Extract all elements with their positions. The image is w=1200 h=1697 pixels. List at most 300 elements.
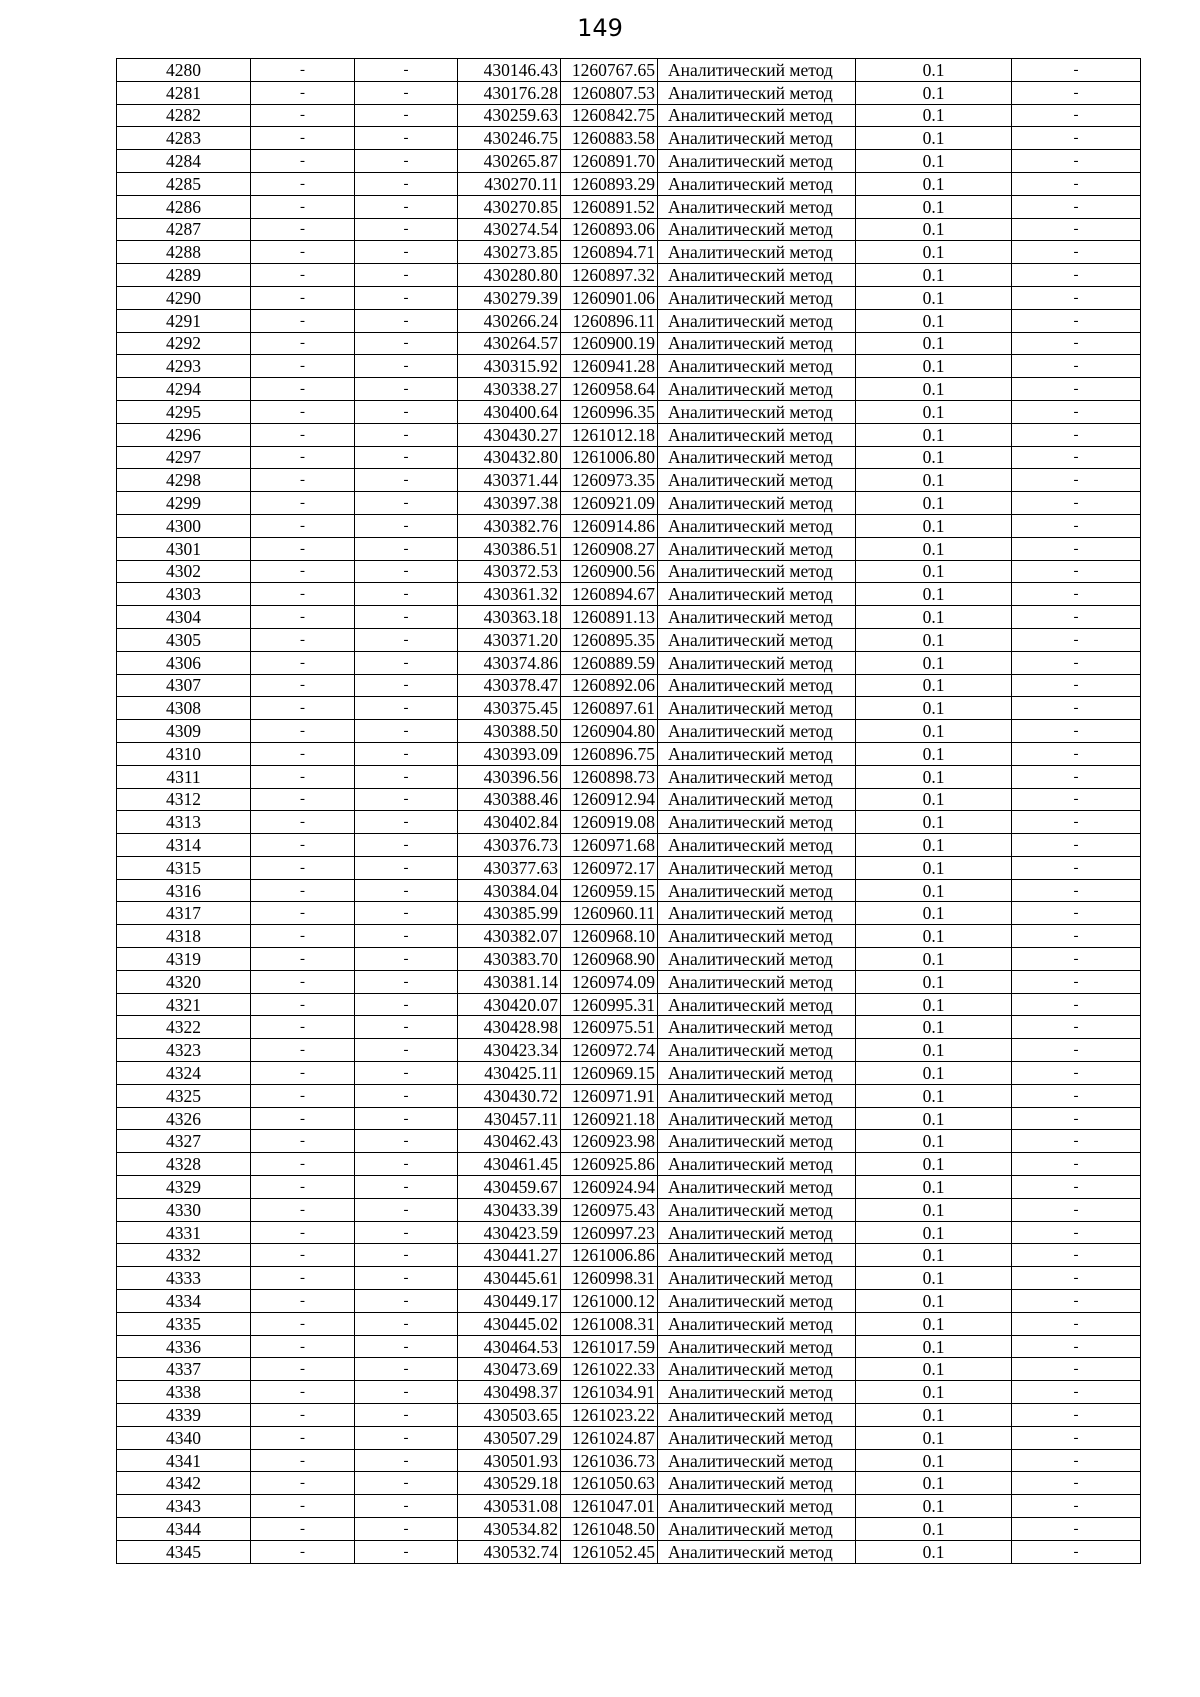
point-number-cell: 4342 [117, 1472, 251, 1495]
x-coordinate-cell: 430423.34 [458, 1039, 561, 1062]
dash-cell-1: - [251, 309, 355, 332]
x-coordinate-cell: 430503.65 [458, 1404, 561, 1427]
point-number-cell: 4340 [117, 1426, 251, 1449]
accuracy-cell: 0.1 [856, 674, 1012, 697]
accuracy-cell: 0.1 [856, 583, 1012, 606]
table-row [117, 811, 1141, 834]
accuracy-cell: 0.1 [856, 104, 1012, 127]
dash-cell-1: - [251, 537, 355, 560]
accuracy-cell: 0.1 [856, 1016, 1012, 1039]
point-number-cell: 4336 [117, 1335, 251, 1358]
dash-cell-1: - [251, 993, 355, 1016]
method-cell: Аналитический метод [658, 879, 856, 902]
table-row [117, 1518, 1141, 1541]
x-coordinate-cell: 430374.86 [458, 651, 561, 674]
y-coordinate-cell: 1260908.27 [561, 537, 658, 560]
y-coordinate-cell: 1261052.45 [561, 1540, 658, 1563]
dash-cell-3: - [1012, 1358, 1141, 1381]
table-row [117, 59, 1141, 82]
dash-cell-2: - [355, 697, 458, 720]
table-row [117, 1084, 1141, 1107]
y-coordinate-cell: 1260958.64 [561, 378, 658, 401]
y-coordinate-cell: 1260901.06 [561, 286, 658, 309]
point-number-cell: 4331 [117, 1221, 251, 1244]
dash-cell-1: - [251, 1130, 355, 1153]
accuracy-cell: 0.1 [856, 742, 1012, 765]
point-number-cell: 4286 [117, 195, 251, 218]
accuracy-cell: 0.1 [856, 1130, 1012, 1153]
table-row [117, 1358, 1141, 1381]
dash-cell-1: - [251, 218, 355, 241]
point-number-cell: 4287 [117, 218, 251, 241]
dash-cell-2: - [355, 1153, 458, 1176]
accuracy-cell: 0.1 [856, 1381, 1012, 1404]
point-number-cell: 4280 [117, 59, 251, 82]
table-row [117, 1176, 1141, 1199]
dash-cell-1: - [251, 651, 355, 674]
accuracy-cell: 0.1 [856, 970, 1012, 993]
point-number-cell: 4282 [117, 104, 251, 127]
table-row [117, 81, 1141, 104]
point-number-cell: 4334 [117, 1290, 251, 1313]
dash-cell-3: - [1012, 1062, 1141, 1085]
x-coordinate-cell: 430445.61 [458, 1267, 561, 1290]
method-cell: Аналитический метод [658, 720, 856, 743]
method-cell: Аналитический метод [658, 1312, 856, 1335]
x-coordinate-cell: 430371.20 [458, 628, 561, 651]
dash-cell-1: - [251, 127, 355, 150]
dash-cell-2: - [355, 1404, 458, 1427]
dash-cell-3: - [1012, 925, 1141, 948]
accuracy-cell: 0.1 [856, 81, 1012, 104]
y-coordinate-cell: 1260972.17 [561, 856, 658, 879]
dash-cell-3: - [1012, 902, 1141, 925]
dash-cell-1: - [251, 1039, 355, 1062]
x-coordinate-cell: 430386.51 [458, 537, 561, 560]
table-row [117, 834, 1141, 857]
dash-cell-2: - [355, 400, 458, 423]
dash-cell-3: - [1012, 1267, 1141, 1290]
point-number-cell: 4297 [117, 446, 251, 469]
method-cell: Аналитический метод [658, 834, 856, 857]
dash-cell-1: - [251, 492, 355, 515]
dash-cell-1: - [251, 423, 355, 446]
x-coordinate-cell: 430501.93 [458, 1449, 561, 1472]
method-cell: Аналитический метод [658, 902, 856, 925]
table-row [117, 1312, 1141, 1335]
dash-cell-2: - [355, 1107, 458, 1130]
dash-cell-1: - [251, 1016, 355, 1039]
accuracy-cell: 0.1 [856, 309, 1012, 332]
y-coordinate-cell: 1260975.51 [561, 1016, 658, 1039]
point-number-cell: 4307 [117, 674, 251, 697]
dash-cell-1: - [251, 104, 355, 127]
x-coordinate-cell: 430338.27 [458, 378, 561, 401]
y-coordinate-cell: 1260897.32 [561, 264, 658, 287]
dash-cell-3: - [1012, 537, 1141, 560]
table-row [117, 1244, 1141, 1267]
table-row [117, 1449, 1141, 1472]
point-number-cell: 4304 [117, 606, 251, 629]
dash-cell-2: - [355, 1358, 458, 1381]
table-row [117, 765, 1141, 788]
y-coordinate-cell: 1260971.91 [561, 1084, 658, 1107]
table-row [117, 1495, 1141, 1518]
dash-cell-1: - [251, 1358, 355, 1381]
point-number-cell: 4309 [117, 720, 251, 743]
table-row [117, 1540, 1141, 1563]
dash-cell-3: - [1012, 742, 1141, 765]
dash-cell-2: - [355, 1176, 458, 1199]
x-coordinate-cell: 430441.27 [458, 1244, 561, 1267]
method-cell: Аналитический метод [658, 948, 856, 971]
dash-cell-3: - [1012, 1472, 1141, 1495]
method-cell: Аналитический метод [658, 993, 856, 1016]
y-coordinate-cell: 1261024.87 [561, 1426, 658, 1449]
dash-cell-3: - [1012, 1130, 1141, 1153]
method-cell: Аналитический метод [658, 1335, 856, 1358]
accuracy-cell: 0.1 [856, 1107, 1012, 1130]
point-number-cell: 4293 [117, 355, 251, 378]
dash-cell-2: - [355, 1039, 458, 1062]
method-cell: Аналитический метод [658, 104, 856, 127]
x-coordinate-cell: 430400.64 [458, 400, 561, 423]
dash-cell-3: - [1012, 172, 1141, 195]
point-number-cell: 4295 [117, 400, 251, 423]
table-row [117, 446, 1141, 469]
dash-cell-2: - [355, 1495, 458, 1518]
accuracy-cell: 0.1 [856, 1335, 1012, 1358]
table-row [117, 378, 1141, 401]
dash-cell-3: - [1012, 583, 1141, 606]
point-number-cell: 4303 [117, 583, 251, 606]
dash-cell-1: - [251, 628, 355, 651]
point-number-cell: 4283 [117, 127, 251, 150]
dash-cell-3: - [1012, 1312, 1141, 1335]
dash-cell-3: - [1012, 1495, 1141, 1518]
point-number-cell: 4323 [117, 1039, 251, 1062]
table-row [117, 1472, 1141, 1495]
method-cell: Аналитический метод [658, 1267, 856, 1290]
point-number-cell: 4290 [117, 286, 251, 309]
dash-cell-3: - [1012, 1518, 1141, 1541]
point-number-cell: 4284 [117, 150, 251, 173]
table-row [117, 720, 1141, 743]
dash-cell-2: - [355, 492, 458, 515]
x-coordinate-cell: 430420.07 [458, 993, 561, 1016]
dash-cell-3: - [1012, 378, 1141, 401]
dash-cell-3: - [1012, 446, 1141, 469]
x-coordinate-cell: 430371.44 [458, 469, 561, 492]
point-number-cell: 4337 [117, 1358, 251, 1381]
method-cell: Аналитический метод [658, 765, 856, 788]
method-cell: Аналитический метод [658, 1221, 856, 1244]
dash-cell-1: - [251, 1449, 355, 1472]
method-cell: Аналитический метод [658, 1084, 856, 1107]
x-coordinate-cell: 430464.53 [458, 1335, 561, 1358]
point-number-cell: 4291 [117, 309, 251, 332]
x-coordinate-cell: 430273.85 [458, 241, 561, 264]
dash-cell-1: - [251, 150, 355, 173]
y-coordinate-cell: 1260807.53 [561, 81, 658, 104]
dash-cell-1: - [251, 469, 355, 492]
table-row [117, 104, 1141, 127]
table-row [117, 788, 1141, 811]
point-number-cell: 4311 [117, 765, 251, 788]
method-cell: Аналитический метод [658, 1244, 856, 1267]
method-cell: Аналитический метод [658, 1449, 856, 1472]
table-row [117, 742, 1141, 765]
dash-cell-3: - [1012, 355, 1141, 378]
x-coordinate-cell: 430377.63 [458, 856, 561, 879]
method-cell: Аналитический метод [658, 537, 856, 560]
dash-cell-1: - [251, 195, 355, 218]
dash-cell-3: - [1012, 1404, 1141, 1427]
dash-cell-1: - [251, 1290, 355, 1313]
dash-cell-2: - [355, 1449, 458, 1472]
point-number-cell: 4341 [117, 1449, 251, 1472]
table-row [117, 355, 1141, 378]
table-row [117, 514, 1141, 537]
y-coordinate-cell: 1260900.19 [561, 332, 658, 355]
dash-cell-2: - [355, 537, 458, 560]
dash-cell-3: - [1012, 720, 1141, 743]
y-coordinate-cell: 1260996.35 [561, 400, 658, 423]
dash-cell-3: - [1012, 606, 1141, 629]
point-number-cell: 4321 [117, 993, 251, 1016]
point-number-cell: 4316 [117, 879, 251, 902]
y-coordinate-cell: 1260912.94 [561, 788, 658, 811]
dash-cell-1: - [251, 1198, 355, 1221]
x-coordinate-cell: 430433.39 [458, 1198, 561, 1221]
dash-cell-2: - [355, 1381, 458, 1404]
accuracy-cell: 0.1 [856, 697, 1012, 720]
method-cell: Аналитический метод [658, 674, 856, 697]
y-coordinate-cell: 1260971.68 [561, 834, 658, 857]
dash-cell-3: - [1012, 59, 1141, 82]
method-cell: Аналитический метод [658, 970, 856, 993]
method-cell: Аналитический метод [658, 1290, 856, 1313]
x-coordinate-cell: 430363.18 [458, 606, 561, 629]
x-coordinate-cell: 430376.73 [458, 834, 561, 857]
table-row [117, 1153, 1141, 1176]
accuracy-cell: 0.1 [856, 172, 1012, 195]
accuracy-cell: 0.1 [856, 127, 1012, 150]
x-coordinate-cell: 430259.63 [458, 104, 561, 127]
point-number-cell: 4315 [117, 856, 251, 879]
accuracy-cell: 0.1 [856, 948, 1012, 971]
method-cell: Аналитический метод [658, 1039, 856, 1062]
dash-cell-2: - [355, 1084, 458, 1107]
x-coordinate-cell: 430457.11 [458, 1107, 561, 1130]
method-cell: Аналитический метод [658, 925, 856, 948]
table-row [117, 1016, 1141, 1039]
table-row [117, 856, 1141, 879]
dash-cell-1: - [251, 1153, 355, 1176]
point-number-cell: 4324 [117, 1062, 251, 1085]
dash-cell-2: - [355, 1244, 458, 1267]
dash-cell-3: - [1012, 765, 1141, 788]
y-coordinate-cell: 1260925.86 [561, 1153, 658, 1176]
method-cell: Аналитический метод [658, 697, 856, 720]
x-coordinate-cell: 430388.46 [458, 788, 561, 811]
table-row [117, 400, 1141, 423]
y-coordinate-cell: 1260921.18 [561, 1107, 658, 1130]
dash-cell-3: - [1012, 104, 1141, 127]
y-coordinate-cell: 1260767.65 [561, 59, 658, 82]
y-coordinate-cell: 1260969.15 [561, 1062, 658, 1085]
dash-cell-3: - [1012, 970, 1141, 993]
dash-cell-1: - [251, 948, 355, 971]
dash-cell-1: - [251, 856, 355, 879]
table-row [117, 583, 1141, 606]
accuracy-cell: 0.1 [856, 834, 1012, 857]
accuracy-cell: 0.1 [856, 1540, 1012, 1563]
table-row [117, 560, 1141, 583]
table-row [117, 469, 1141, 492]
dash-cell-2: - [355, 742, 458, 765]
y-coordinate-cell: 1260896.75 [561, 742, 658, 765]
x-coordinate-cell: 430146.43 [458, 59, 561, 82]
x-coordinate-cell: 430393.09 [458, 742, 561, 765]
dash-cell-1: - [251, 1540, 355, 1563]
dash-cell-1: - [251, 1495, 355, 1518]
dash-cell-2: - [355, 765, 458, 788]
y-coordinate-cell: 1260914.86 [561, 514, 658, 537]
method-cell: Аналитический метод [658, 150, 856, 173]
y-coordinate-cell: 1260997.23 [561, 1221, 658, 1244]
point-number-cell: 4343 [117, 1495, 251, 1518]
dash-cell-2: - [355, 264, 458, 287]
table-row [117, 948, 1141, 971]
table-row [117, 925, 1141, 948]
dash-cell-2: - [355, 195, 458, 218]
y-coordinate-cell: 1261023.22 [561, 1404, 658, 1427]
dash-cell-1: - [251, 1084, 355, 1107]
method-cell: Аналитический метод [658, 628, 856, 651]
point-number-cell: 4313 [117, 811, 251, 834]
dash-cell-2: - [355, 423, 458, 446]
y-coordinate-cell: 1261022.33 [561, 1358, 658, 1381]
dash-cell-2: - [355, 925, 458, 948]
accuracy-cell: 0.1 [856, 195, 1012, 218]
x-coordinate-cell: 430383.70 [458, 948, 561, 971]
dash-cell-1: - [251, 697, 355, 720]
dash-cell-2: - [355, 81, 458, 104]
dash-cell-1: - [251, 720, 355, 743]
accuracy-cell: 0.1 [856, 1518, 1012, 1541]
table-row [117, 993, 1141, 1016]
x-coordinate-cell: 430498.37 [458, 1381, 561, 1404]
accuracy-cell: 0.1 [856, 286, 1012, 309]
dash-cell-1: - [251, 1107, 355, 1130]
method-cell: Аналитический метод [658, 264, 856, 287]
dash-cell-2: - [355, 606, 458, 629]
table-row [117, 1198, 1141, 1221]
x-coordinate-cell: 430265.87 [458, 150, 561, 173]
x-coordinate-cell: 430432.80 [458, 446, 561, 469]
x-coordinate-cell: 430531.08 [458, 1495, 561, 1518]
y-coordinate-cell: 1261034.91 [561, 1381, 658, 1404]
table-row [117, 970, 1141, 993]
method-cell: Аналитический метод [658, 492, 856, 515]
dash-cell-3: - [1012, 1084, 1141, 1107]
accuracy-cell: 0.1 [856, 537, 1012, 560]
dash-cell-3: - [1012, 948, 1141, 971]
method-cell: Аналитический метод [658, 1495, 856, 1518]
dash-cell-1: - [251, 765, 355, 788]
dash-cell-2: - [355, 879, 458, 902]
method-cell: Аналитический метод [658, 1153, 856, 1176]
dash-cell-3: - [1012, 856, 1141, 879]
point-number-cell: 4292 [117, 332, 251, 355]
dash-cell-1: - [251, 1244, 355, 1267]
dash-cell-2: - [355, 970, 458, 993]
dash-cell-2: - [355, 1312, 458, 1335]
point-number-cell: 4333 [117, 1267, 251, 1290]
dash-cell-3: - [1012, 1449, 1141, 1472]
method-cell: Аналитический метод [658, 1198, 856, 1221]
accuracy-cell: 0.1 [856, 856, 1012, 879]
y-coordinate-cell: 1260975.43 [561, 1198, 658, 1221]
table-row [117, 127, 1141, 150]
table-row [117, 1381, 1141, 1404]
dash-cell-2: - [355, 1062, 458, 1085]
y-coordinate-cell: 1260894.71 [561, 241, 658, 264]
dash-cell-2: - [355, 651, 458, 674]
x-coordinate-cell: 430449.17 [458, 1290, 561, 1313]
accuracy-cell: 0.1 [856, 1039, 1012, 1062]
y-coordinate-cell: 1260842.75 [561, 104, 658, 127]
table-row [117, 172, 1141, 195]
dash-cell-3: - [1012, 469, 1141, 492]
dash-cell-3: - [1012, 651, 1141, 674]
dash-cell-3: - [1012, 195, 1141, 218]
dash-cell-2: - [355, 1198, 458, 1221]
dash-cell-2: - [355, 241, 458, 264]
accuracy-cell: 0.1 [856, 993, 1012, 1016]
point-number-cell: 4296 [117, 423, 251, 446]
method-cell: Аналитический метод [658, 309, 856, 332]
accuracy-cell: 0.1 [856, 1426, 1012, 1449]
y-coordinate-cell: 1260924.94 [561, 1176, 658, 1199]
table-body [117, 59, 1141, 1564]
y-coordinate-cell: 1260998.31 [561, 1267, 658, 1290]
table-row [117, 195, 1141, 218]
method-cell: Аналитический метод [658, 1062, 856, 1085]
y-coordinate-cell: 1260898.73 [561, 765, 658, 788]
method-cell: Аналитический метод [658, 560, 856, 583]
dash-cell-3: - [1012, 1221, 1141, 1244]
y-coordinate-cell: 1261047.01 [561, 1495, 658, 1518]
dash-cell-1: - [251, 1426, 355, 1449]
dash-cell-3: - [1012, 492, 1141, 515]
dash-cell-1: - [251, 970, 355, 993]
dash-cell-1: - [251, 583, 355, 606]
page-number: 149 [577, 14, 623, 42]
y-coordinate-cell: 1260893.29 [561, 172, 658, 195]
x-coordinate-cell: 430270.11 [458, 172, 561, 195]
dash-cell-1: - [251, 1176, 355, 1199]
dash-cell-1: - [251, 378, 355, 401]
method-cell: Аналитический метод [658, 1358, 856, 1381]
dash-cell-2: - [355, 286, 458, 309]
method-cell: Аналитический метод [658, 446, 856, 469]
method-cell: Аналитический метод [658, 651, 856, 674]
y-coordinate-cell: 1260895.35 [561, 628, 658, 651]
method-cell: Аналитический метод [658, 811, 856, 834]
method-cell: Аналитический метод [658, 127, 856, 150]
